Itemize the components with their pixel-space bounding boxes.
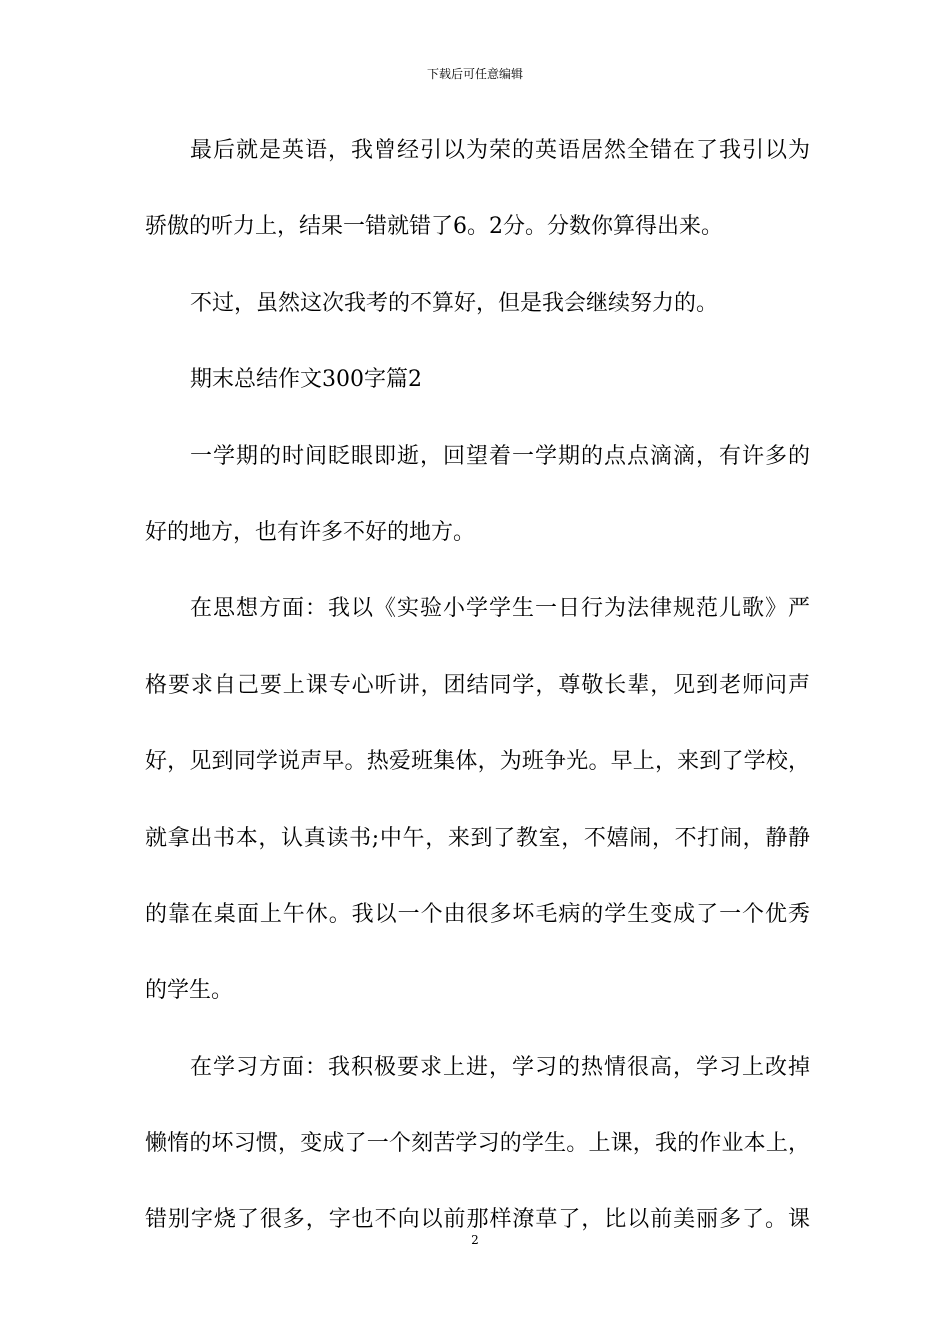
text-line: 就拿出书本，认真读书;中午，来到了教室，不嬉闹，不打闹，静静 (145, 825, 810, 851)
text-line: 的学生。 (145, 978, 234, 1004)
text-line: 的靠在桌面上午休。我以一个由很多坏毛病的学生变成了一个优秀 (145, 901, 810, 927)
text-line: 格要求自己要上课专心听讲，团结同学，尊敬长辈，见到老师问声 (145, 672, 810, 698)
text-line: 在思想方面：我以《实验小学学生一日行为法律规范儿歌》严 (190, 596, 810, 622)
page-header: 下载后可任意编辑 (426, 67, 523, 81)
text-line: 骄傲的听力上，结果一错就错了6。2分。分数你算得出来。 (145, 214, 723, 240)
text-line: 最后就是英语，我曾经引以为荣的英语居然全错在了我引以为 (190, 138, 810, 163)
text-line: 一学期的时间眨眼即逝，回望着一学期的点点滴滴，有许多的 (190, 443, 810, 469)
text-line: 好，见到同学说声早。热爱班集体，为班争光。早上，来到了学校， (145, 749, 810, 775)
document-body (145, 126, 810, 1272)
text-line: 好的地方，也有许多不好的地方。 (145, 519, 476, 545)
section-heading: 期末总结作文300字篇2 (190, 367, 422, 393)
text-line: 错别字烧了很多，字也不向以前那样潦草了，比以前美丽多了。课 (145, 1207, 810, 1233)
text-line: 不过，虽然这次我考的不算好，但是我会继续努力的。 (190, 290, 719, 316)
text-line: 懒惰的坏习惯，变成了一个刻苦学习的学生。上课，我的作业本上， (145, 1131, 810, 1157)
page-number: 2 (471, 1233, 479, 1247)
text-line: 在学习方面：我积极要求上进，学习的热情很高，学习上改掉 (190, 1054, 810, 1080)
